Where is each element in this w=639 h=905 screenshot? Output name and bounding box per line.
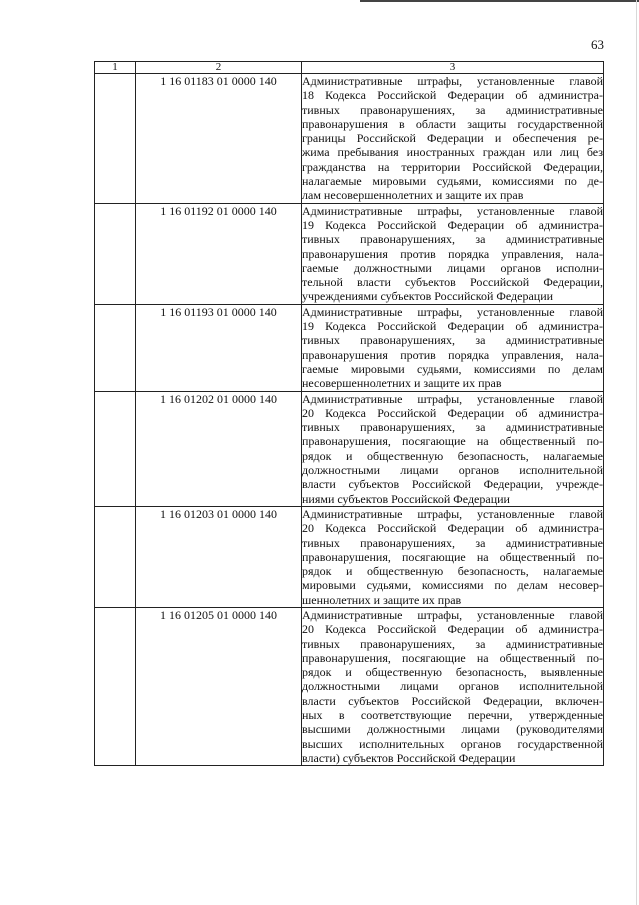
description-line: границы Российской Федерации и обеспечения ре- [302, 131, 603, 146]
scan-top-edge [360, 0, 639, 2]
description-line: 19 Кодекса Российской Федерации об администра- [302, 217, 603, 232]
description-cell [302, 203, 604, 304]
description-line: тивных правонарушениях, за административные [302, 102, 603, 117]
table-header-row [95, 62, 604, 74]
budget-code-cell: 1 16 01202 01 0000 140 [136, 391, 302, 506]
table-body [95, 74, 604, 766]
description-line: шеннолетних и защите их прав [302, 592, 462, 607]
description-line: 19 Кодекса Российской Федерации об администра- [302, 319, 603, 334]
description-line: 20 Кодекса Российской Федерации об администра- [302, 622, 603, 637]
row-number-cell [95, 391, 136, 506]
description-line: власти) субъектов Российской Федерации [302, 750, 516, 765]
budget-code-cell: 1 16 01193 01 0000 140 [136, 304, 302, 391]
description-cell [302, 304, 604, 391]
description-line: власти субъектов Российской Федерации, учрежде- [302, 477, 603, 492]
description-line: мировыми судьями, комиссиями по делам несовер- [302, 578, 603, 593]
table-row [95, 74, 604, 204]
page-number: 63 [591, 37, 604, 52]
description-line: Административные штрафы, установленные главой [302, 304, 603, 319]
table-row [95, 304, 604, 391]
description-line: рядок и общественную безопасность, налагаемые [302, 448, 603, 463]
budget-code-cell: 1 16 01192 01 0000 140 [136, 203, 302, 304]
description-line: 20 Кодекса Российской Федерации об администра- [302, 405, 603, 420]
description-line: правонарушения, посягающие на общественный по- [302, 434, 603, 449]
description-line: правонарушения против порядка управления, нала- [302, 347, 603, 362]
description-line: тивных правонарушениях, за административные [302, 232, 603, 247]
scan-right-edge [636, 0, 637, 905]
description-line: правонарушения, посягающие на общественный по- [302, 650, 603, 665]
description-line: несовершеннолетних и защите их прав [302, 376, 502, 391]
description-line: высших исполнительных органов государственной [302, 736, 603, 751]
description-line: власти субъектов Российской Федерации, включен- [302, 693, 603, 708]
description-line: гаемые должностными лицами органов исполни- [302, 260, 603, 275]
description-line: тивных правонарушениях, за административные [302, 420, 603, 435]
description-line: Административные штрафы, установленные главой [302, 74, 603, 88]
description-line: ных в соответствующие перечни, утвержденные [302, 708, 603, 723]
description-cell [302, 506, 604, 607]
description-line: жима пребывания иностранных граждан или лиц без [302, 145, 603, 160]
description-line: тельной власти субъектов Российской Федерации, [302, 275, 603, 290]
budget-code-cell: 1 16 01203 01 0000 140 [136, 506, 302, 607]
description-line: тивных правонарушениях, за административные [302, 535, 603, 550]
description-line: 20 Кодекса Российской Федерации об администра- [302, 521, 603, 536]
description-line: высшими должностными лицами (руководителями [302, 722, 603, 737]
description-line: правонарушения, посягающие на общественный по- [302, 549, 603, 564]
description-line: Административные штрафы, установленные главой [302, 203, 603, 218]
table-row [95, 203, 604, 304]
table-row [95, 607, 604, 765]
header-col-1: 1 [95, 62, 136, 74]
description-line: Административные штрафы, установленные главой [302, 607, 603, 622]
budget-codes-table [94, 61, 604, 766]
header-col-3: 3 [302, 62, 604, 74]
description-line: налагаемые мировыми судьями, комиссиями по де- [302, 174, 603, 189]
description-line: ниями субъектов Российской Федерации [302, 491, 510, 506]
description-line: рядок и общественную безопасность, налагаемые [302, 564, 603, 579]
table-row [95, 391, 604, 506]
description-line: правонарушения в области защиты государственной [302, 116, 603, 131]
budget-code-cell: 1 16 01183 01 0000 140 [136, 74, 302, 204]
description-line: лам несовершеннолетних и защите их прав [302, 188, 524, 203]
table-row [95, 506, 604, 607]
budget-code-cell: 1 16 01205 01 0000 140 [136, 607, 302, 765]
description-line: должностными лицами органов исполнительной [302, 679, 603, 694]
description-line: гаемые мировыми судьями, комиссиями по делам [302, 361, 603, 376]
description-cell [302, 74, 604, 204]
row-number-cell [95, 506, 136, 607]
description-line: 18 Кодекса Российской Федерации об администра- [302, 88, 603, 103]
description-line: правонарушения против порядка управления, нала- [302, 246, 603, 261]
description-line: тивных правонарушениях, за административные [302, 333, 603, 348]
description-cell [302, 607, 604, 765]
row-number-cell [95, 304, 136, 391]
description-line: Административные штрафы, установленные главой [302, 506, 603, 521]
description-line: рядок и общественную безопасность, выявленные [302, 665, 603, 680]
description-line: учреждениями субъектов Российской Федерации [302, 289, 554, 304]
row-number-cell [95, 74, 136, 204]
description-line: тивных правонарушениях, за административные [302, 636, 603, 651]
description-cell [302, 391, 604, 506]
description-line: гражданства на территории Российской Федерации, [302, 159, 603, 174]
description-line: Административные штрафы, установленные главой [302, 391, 603, 406]
row-number-cell [95, 203, 136, 304]
description-line: должностными лицами органов исполнительной [302, 463, 603, 478]
row-number-cell [95, 607, 136, 765]
header-col-2: 2 [136, 62, 302, 74]
